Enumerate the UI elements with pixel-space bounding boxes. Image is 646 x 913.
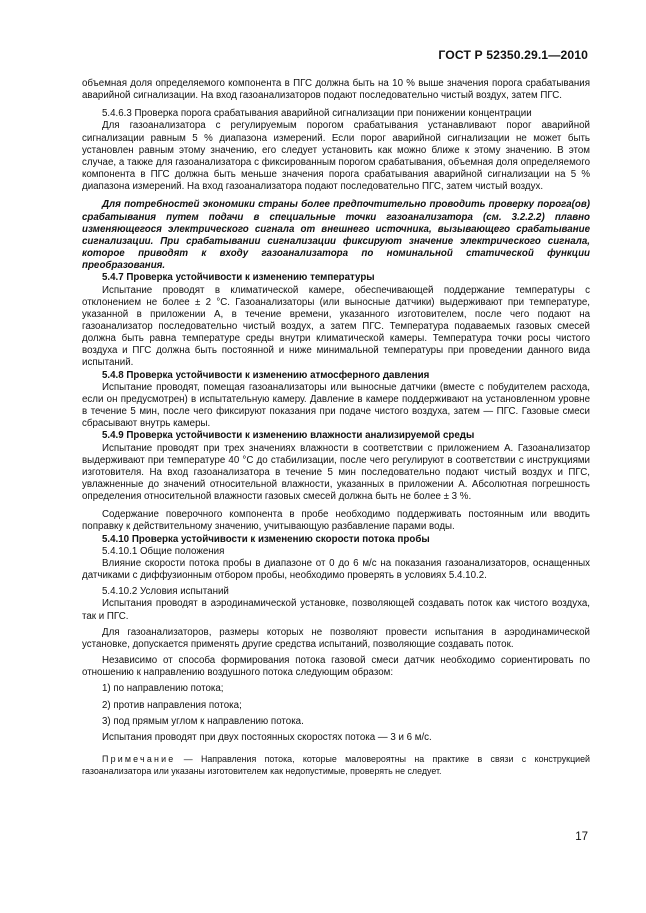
clause-5-4-10-1-heading: 5.4.10.1 Общие положения	[102, 545, 225, 557]
paragraph-aerodynamic-setup: Испытания проводят в аэродинамической установке, позволяющей создавать поток как чистого воздуха, так и ПГС.	[82, 598, 590, 622]
paragraph-continuation: объемная доля определяемого компонента в ПГС должна быть на 10 % выше значения порога срабатывания аварийной сигнализации. На вход газоанализаторов подают последовательно чистый воздух, затем ПГС.	[82, 78, 590, 102]
page-number: 17	[575, 831, 588, 843]
clause-5-4-10-heading: 5.4.10 Проверка устойчивости к изменению скорости потока пробы	[102, 533, 430, 545]
note-text: — Направления потока, которые маловероятны на практике в связи с конструкцией газоанализатора или указаны изготовителем как недопустимые, проверять не следует.	[82, 753, 590, 776]
clause-5-4-6-3-heading: 5.4.6.3 Проверка порога срабатывания аварийной сигнализации при понижении концентрации	[102, 108, 532, 120]
clause-5-4-7-heading: 5.4.7 Проверка устойчивости к изменению температуры	[102, 272, 375, 284]
note-paragraph	[82, 754, 590, 778]
list-item: 3) под прямым углом к направлению потока.	[102, 715, 304, 727]
paragraph-orientation: Независимо от способа формирования потока газовой смеси датчик необходимо сориентировать по отношению к направлению воздушного потока следующим образом:	[82, 655, 590, 679]
list-item: 2) против направления потока;	[102, 699, 242, 711]
list-item: 1) по направлению потока;	[102, 683, 224, 695]
clause-5-4-10-2-heading: 5.4.10.2 Условия испытаний	[102, 586, 229, 598]
document-header: ГОСТ Р 52350.29.1—2010	[438, 48, 588, 62]
paragraph-temperature: Испытание проводят в климатической камере, обеспечивающей поддержание температуры с отклонением не более ± 2 °С. Газоанализаторы (или выносные датчики) выдерживают при температуре, указанной в приложении А, в течение времени, указанного изготовителем, после чего подают на газоанализатор последовательно чистый воздух, а затем ПГС. Температура подаваемых газовых смесей должна быть равна температуре среды внутри климатической камеры. Температура точки росы чистого воздуха и ПГС должна быть постоянной и ниже минимальной температуры при проведении данного вида испытаний.	[82, 284, 590, 369]
paragraph-low-concentration: Для газоанализатора с регулируемым порогом срабатывания устанавливают порог аварийной сигнализации равным 5 % диапазона измерений. Если порог аварийной сигнализации не может быть установлен равным этому значению, его следует установить как можно ближе к этому значению. В этом случае, а также для газоанализатора с фиксированным порогом срабатывания, объемная доля определяемого компонента в ПГС должна быть меньше значения порога срабатывания аварийной сигнализации на 5 % диапазона измерений. На вход газоанализатора подают последовательно ПГС, затем чистый воздух.	[82, 120, 590, 193]
paragraph-flow-influence: Влияние скорости потока пробы в диапазоне от 0 до 6 м/с на показания газоанализаторов, оснащенных датчиками с диффузионным отбором пробы, необходимо проверять в условиях 5.4.10.2.	[82, 557, 590, 582]
paragraph-pressure: Испытание проводят, помещая газоанализаторы или выносные датчики (вместе с побудителем расхода, если он предусмотрен) в испытательную камеру. Давление в камере поддерживают на установленном уровне в течение 5 мин, после чего фиксируют показания при подаче чистого воздуха, затем — ПГС. Газовые смеси сбрасывают внутрь камеры.	[82, 381, 590, 430]
paragraph-humidity-correction: Содержание поверочного компонента в пробе необходимо поддерживать постоянным или вводить поправку к действительному значению, учитывающую разбавление парами воды.	[82, 509, 590, 533]
paragraph-flow-speeds: Испытания проводят при двух постоянных скоростях потока — 3 и 6 м/с.	[102, 731, 432, 743]
note-label: Примечание	[102, 753, 176, 764]
paragraph-national-note: Для потребностей экономики страны более предпочтительно проводить проверку порога(ов) срабатывания путем подачи в специальные точки газоанализатора (см. 3.2.2.2) плавно изменяющегося электрического сигнала от внешнего источника, вызывающего срабатывание сигнализации. При срабатывании сигнализации фиксируют значение электрического сигнала, которое приводят к входу газоанализатора по номинальной статической функции преобразования.	[82, 199, 590, 272]
clause-5-4-9-heading: 5.4.9 Проверка устойчивости к изменению влажности анализируемой среды	[102, 430, 475, 442]
document-body	[82, 78, 590, 778]
paragraph-humidity: Испытание проводят при трех значениях влажности в соответствии с приложением А. Газоанализатор выдерживают при температуре 40 °С до стабилизации, после чего регулируют в соответствии с инструкциями изготовителя. На вход газоанализатора в течение 5 мин последовательно подают чистый воздух и ПГС, увлажненные до значений относительной влажности, указанных в приложении А. Абсолютная погрешность определения относительной влажности газовых смесей должна быть не более ± 3 %.	[82, 442, 590, 503]
paragraph-alternative-means: Для газоанализаторов, размеры которых не позволяют провести испытания в аэродинамической установке, допускается применять другие средства испытаний, позволяющие создавать поток.	[82, 626, 590, 650]
clause-5-4-8-heading: 5.4.8 Проверка устойчивости к изменению атмосферного давления	[102, 369, 430, 381]
